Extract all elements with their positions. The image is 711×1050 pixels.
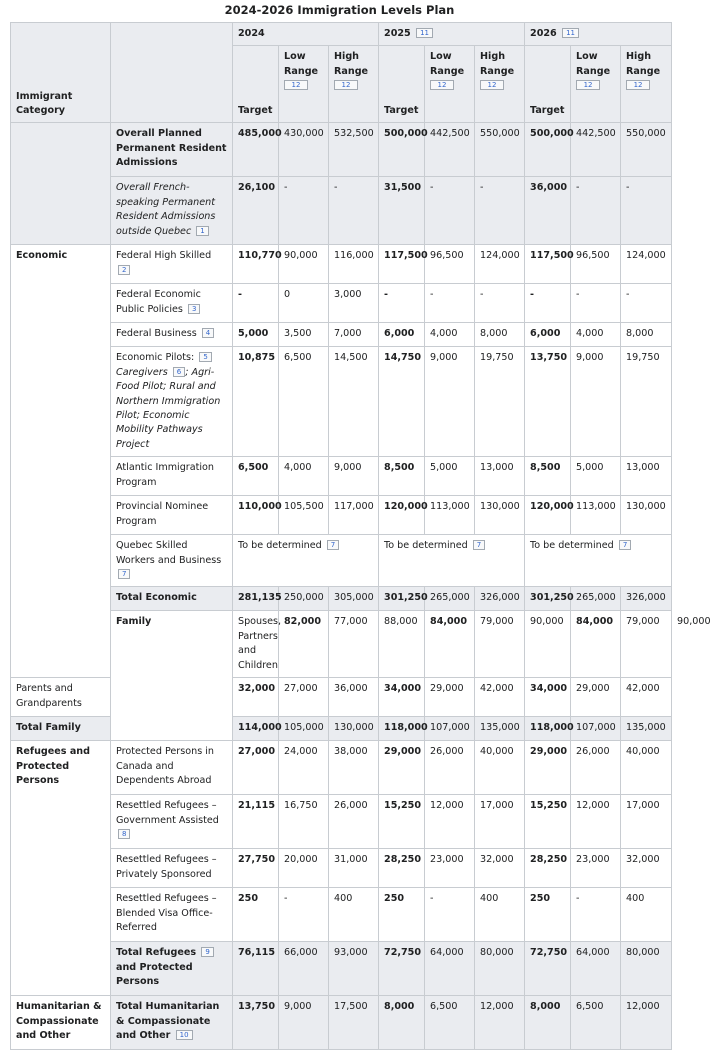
table-row — [11, 587, 672, 611]
immigration-levels-table — [10, 22, 711, 1050]
value-cell: 265,000 — [571, 587, 621, 611]
value-cell: 4,000 — [425, 323, 475, 347]
value-cell: 3,500 — [279, 323, 329, 347]
value-cell: 26,100 — [233, 177, 279, 245]
footnote-ref-link[interactable]: 1 — [196, 226, 208, 236]
value-cell: 79,000 — [475, 611, 525, 678]
value-cell: 8,000 — [475, 323, 525, 347]
value-cell: 19,750 — [475, 347, 525, 457]
value-cell: 301,250 — [379, 587, 425, 611]
value-cell: 250 — [525, 888, 571, 942]
value-cell: 107,000 — [425, 717, 475, 741]
table-row — [11, 177, 672, 245]
footnote-ref-link[interactable]: 10 — [176, 1030, 193, 1040]
category-label: Economic — [11, 245, 111, 678]
value-cell: 9,000 — [329, 457, 379, 496]
value-cell: 29,000 — [379, 741, 425, 795]
value-cell: - — [425, 177, 475, 245]
value-cell: - — [525, 284, 571, 323]
row-label: Protected Persons in Canada and Dependents Abroad — [111, 741, 233, 795]
value-cell: 12,000 — [621, 996, 672, 1050]
value-cell: 400 — [475, 888, 525, 942]
table-row — [11, 795, 672, 849]
header-high-range: High Range 12 — [329, 46, 379, 123]
row-label: Resettled Refugees – Blended Visa Office-Referred — [111, 888, 233, 942]
row-label: Overall Planned Permanent Resident Admissions — [111, 123, 233, 177]
value-cell: 36,000 — [525, 177, 571, 245]
value-cell: - — [621, 177, 672, 245]
footnote-ref-link[interactable]: 11 — [562, 28, 579, 38]
footnote-ref-link[interactable]: 7 — [473, 540, 485, 550]
value-cell: 9,000 — [425, 347, 475, 457]
value-cell: 17,000 — [621, 795, 672, 849]
row-label: Total Economic — [111, 587, 233, 611]
value-cell: 27,000 — [279, 678, 329, 717]
value-cell: 80,000 — [475, 942, 525, 996]
value-cell: To be determined 7 — [379, 535, 525, 587]
value-cell: 27,000 — [233, 741, 279, 795]
value-cell: 442,500 — [571, 123, 621, 177]
table-row — [11, 678, 672, 717]
table-row — [11, 284, 672, 323]
value-cell: 96,500 — [571, 245, 621, 284]
table-row — [11, 741, 672, 795]
row-label: Overall French-speaking Permanent Resident Admissions outside Quebec 1 — [111, 177, 233, 245]
row-label: Total Refugees 9 and Protected Persons — [111, 942, 233, 996]
value-cell: 130,000 — [621, 496, 672, 535]
value-cell: 265,000 — [425, 587, 475, 611]
value-cell: 24,000 — [279, 741, 329, 795]
value-cell: 77,000 — [329, 611, 379, 678]
table-row — [11, 347, 672, 457]
value-cell: 8,000 — [379, 996, 425, 1050]
footnote-ref-link[interactable]: 4 — [202, 328, 214, 338]
value-cell: 28,250 — [525, 849, 571, 888]
category-blank — [11, 123, 111, 245]
row-label: Total Humanitarian & Compassionate and Other 10 — [111, 996, 233, 1050]
value-cell: 23,000 — [571, 849, 621, 888]
value-cell: 118,000 — [525, 717, 571, 741]
row-label: Federal Economic Public Policies 3 — [111, 284, 233, 323]
value-cell: 12,000 — [475, 996, 525, 1050]
value-cell: 120,000 — [379, 496, 425, 535]
value-cell: 130,000 — [329, 717, 379, 741]
value-cell: 532,500 — [329, 123, 379, 177]
table-row — [11, 996, 672, 1050]
value-cell: 13,750 — [525, 347, 571, 457]
header-high-range: High Range 12 — [475, 46, 525, 123]
value-cell: - — [379, 284, 425, 323]
value-cell: 250 — [233, 888, 279, 942]
value-cell: 110,770 — [233, 245, 279, 284]
footnote-ref-link[interactable]: 12 — [430, 80, 454, 90]
value-cell: 118,000 — [379, 717, 425, 741]
value-cell: 28,250 — [379, 849, 425, 888]
value-cell: - — [425, 888, 475, 942]
table-row — [11, 496, 672, 535]
value-cell: 8,000 — [621, 323, 672, 347]
value-cell: 64,000 — [571, 942, 621, 996]
header-low-range: Low Range 12 — [279, 46, 329, 123]
table-row — [11, 535, 672, 587]
header-immigrant-category: Immigrant Category — [11, 23, 111, 123]
value-cell: 26,000 — [329, 795, 379, 849]
header-year-2024: 2024 — [233, 23, 379, 46]
header-target: Target — [525, 46, 571, 123]
table-row — [11, 323, 672, 347]
value-cell: 8,500 — [379, 457, 425, 496]
footnote-ref-link[interactable]: 12 — [334, 80, 358, 90]
row-label: Quebec Skilled Workers and Business 7 — [111, 535, 233, 587]
value-cell: 326,000 — [621, 587, 672, 611]
value-cell: To be determined 7 — [233, 535, 379, 587]
value-cell: 130,000 — [475, 496, 525, 535]
table-row — [11, 717, 672, 741]
value-cell: 113,000 — [571, 496, 621, 535]
value-cell: 20,000 — [279, 849, 329, 888]
value-cell: 5,000 — [571, 457, 621, 496]
footnote-ref-link[interactable]: 7 — [619, 540, 631, 550]
table-row — [11, 849, 672, 888]
header-high-range: High Range 12 — [621, 46, 672, 123]
value-cell: 72,750 — [379, 942, 425, 996]
row-label: Parents and Grandparents — [11, 678, 111, 717]
value-cell: 305,000 — [329, 587, 379, 611]
row-label: Federal High Skilled 2 — [111, 245, 233, 284]
value-cell: 90,000 — [525, 611, 571, 678]
value-cell: 64,000 — [425, 942, 475, 996]
value-cell: 17,500 — [329, 996, 379, 1050]
value-cell: 7,000 — [329, 323, 379, 347]
value-cell: 93,000 — [329, 942, 379, 996]
footnote-ref-link[interactable]: 12 — [576, 80, 600, 90]
value-cell: 8,500 — [525, 457, 571, 496]
value-cell: 96,500 — [425, 245, 475, 284]
value-cell: 120,000 — [525, 496, 571, 535]
value-cell: 42,000 — [475, 678, 525, 717]
value-cell: 42,000 — [621, 678, 672, 717]
value-cell: - — [621, 284, 672, 323]
value-cell: 90,000 — [279, 245, 329, 284]
value-cell: 15,250 — [379, 795, 425, 849]
value-cell: 13,000 — [621, 457, 672, 496]
table-row: Family Spouses, Partners and Children 82,000 77,000 88,000 84,000 79,000 90,000 84,000 79,000 90,000 — [11, 611, 672, 678]
value-cell: 21,115 — [233, 795, 279, 849]
footnote-ref-link[interactable]: 12 — [480, 80, 504, 90]
footnote-ref-link[interactable]: 12 — [284, 80, 308, 90]
value-cell: 40,000 — [475, 741, 525, 795]
footnote-ref-link[interactable]: 12 — [626, 80, 650, 90]
value-cell: 107,000 — [571, 717, 621, 741]
header-year-2026: 2026 11 — [525, 23, 672, 46]
value-cell: 6,500 — [233, 457, 279, 496]
value-cell: 6,500 — [571, 996, 621, 1050]
category-label: Humanitarian & Compassionate and Other — [11, 996, 111, 1050]
row-label: Total Family — [11, 717, 111, 741]
value-cell: 17,000 — [475, 795, 525, 849]
value-cell: - — [425, 284, 475, 323]
footnote-ref-link[interactable]: 3 — [188, 304, 200, 314]
table-row — [11, 457, 672, 496]
footnote-ref-link[interactable]: 2 — [118, 265, 130, 275]
value-cell: 34,000 — [525, 678, 571, 717]
value-cell: - — [233, 284, 279, 323]
value-cell: - — [571, 177, 621, 245]
value-cell: To be determined 7 — [525, 535, 672, 587]
header-target: Target — [233, 46, 279, 123]
value-cell: 6,500 — [279, 347, 329, 457]
value-cell: 4,000 — [279, 457, 329, 496]
value-cell: 82,000 — [279, 611, 329, 678]
value-cell: 32,000 — [233, 678, 279, 717]
table-caption: 2024-2026 Immigration Levels Plan — [224, 3, 455, 17]
value-cell: 9,000 — [279, 996, 329, 1050]
value-cell: 114,000 — [233, 717, 279, 741]
value-cell: 88,000 — [379, 611, 425, 678]
value-cell: 485,000 — [233, 123, 279, 177]
value-cell: 84,000 — [425, 611, 475, 678]
value-cell: 124,000 — [621, 245, 672, 284]
value-cell: 66,000 — [279, 942, 329, 996]
value-cell: 400 — [621, 888, 672, 942]
value-cell: 500,000 — [379, 123, 425, 177]
value-cell: - — [475, 284, 525, 323]
value-cell: 12,000 — [571, 795, 621, 849]
row-label: Economic Pilots: 5 Caregivers 6 ; Agri-Food Pilot; Rural and Northern Immigration Pilot; Economic Mobility Pathways Project — [111, 347, 233, 457]
value-cell: 250 — [379, 888, 425, 942]
value-cell: 79,000 — [621, 611, 672, 678]
row-label: Spouses, Partners and Children — [233, 611, 279, 678]
value-cell: 5,000 — [425, 457, 475, 496]
value-cell: 0 — [279, 284, 329, 323]
value-cell: 29,000 — [525, 741, 571, 795]
value-cell: 32,000 — [475, 849, 525, 888]
row-label: Atlantic Immigration Program — [111, 457, 233, 496]
value-cell: 13,000 — [475, 457, 525, 496]
value-cell: 40,000 — [621, 741, 672, 795]
value-cell: 34,000 — [379, 678, 425, 717]
table-row — [11, 123, 672, 177]
footnote-ref-link[interactable]: 7 — [118, 569, 130, 579]
value-cell: 36,000 — [329, 678, 379, 717]
table-row — [11, 888, 672, 942]
value-cell: 550,000 — [621, 123, 672, 177]
value-cell: 550,000 — [475, 123, 525, 177]
value-cell: - — [279, 888, 329, 942]
value-cell: 500,000 — [525, 123, 571, 177]
value-cell: 14,750 — [379, 347, 425, 457]
value-cell: 117,500 — [525, 245, 571, 284]
value-cell: 117,500 — [379, 245, 425, 284]
value-cell: 12,000 — [425, 795, 475, 849]
value-cell: 80,000 — [621, 942, 672, 996]
value-cell: 124,000 — [475, 245, 525, 284]
value-cell: 430,000 — [279, 123, 329, 177]
value-cell: 16,750 — [279, 795, 329, 849]
footnote-ref-link[interactable]: 8 — [118, 829, 130, 839]
category-label: Refugees and Protected Persons — [11, 741, 111, 996]
value-cell: 4,000 — [571, 323, 621, 347]
value-cell: 26,000 — [425, 741, 475, 795]
value-cell: - — [475, 177, 525, 245]
value-cell: 3,000 — [329, 284, 379, 323]
value-cell: 110,000 — [233, 496, 279, 535]
value-cell: 6,500 — [425, 996, 475, 1050]
footnote-ref-link[interactable]: 9 — [201, 947, 213, 957]
value-cell: 19,750 — [621, 347, 672, 457]
category-label: Family — [111, 611, 233, 741]
value-cell: 29,000 — [571, 678, 621, 717]
value-cell: 31,000 — [329, 849, 379, 888]
row-label: Resettled Refugees – Privately Sponsored — [111, 849, 233, 888]
row-label: Resettled Refugees – Government Assisted 8 — [111, 795, 233, 849]
footnote-ref-link[interactable]: 6 — [173, 367, 185, 377]
value-cell: 26,000 — [571, 741, 621, 795]
value-cell: 14,500 — [329, 347, 379, 457]
value-cell: 8,000 — [525, 996, 571, 1050]
value-cell: 116,000 — [329, 245, 379, 284]
value-cell: 31,500 — [379, 177, 425, 245]
footnote-ref-link[interactable]: 11 — [416, 28, 433, 38]
value-cell: 84,000 — [571, 611, 621, 678]
value-cell: 72,750 — [525, 942, 571, 996]
value-cell: 76,115 — [233, 942, 279, 996]
value-cell: 117,000 — [329, 496, 379, 535]
value-cell: 326,000 — [475, 587, 525, 611]
value-cell: - — [329, 177, 379, 245]
value-cell: 400 — [329, 888, 379, 942]
value-cell: 281,135 — [233, 587, 279, 611]
table-row — [11, 245, 672, 284]
value-cell: 5,000 — [233, 323, 279, 347]
value-cell: 38,000 — [329, 741, 379, 795]
value-cell: 9,000 — [571, 347, 621, 457]
table-row — [11, 942, 672, 996]
footnote-ref-link[interactable]: 7 — [327, 540, 339, 550]
value-cell: 15,250 — [525, 795, 571, 849]
row-label: Provincial Nominee Program — [111, 496, 233, 535]
value-cell: 105,500 — [279, 496, 329, 535]
value-cell: 10,875 — [233, 347, 279, 457]
header-year-2025: 2025 11 — [379, 23, 525, 46]
value-cell: - — [571, 284, 621, 323]
value-cell: 105,000 — [279, 717, 329, 741]
value-cell: 442,500 — [425, 123, 475, 177]
value-cell: 135,000 — [621, 717, 672, 741]
value-cell: 6,000 — [525, 323, 571, 347]
header-blank — [111, 23, 233, 123]
header-low-range: Low Range 12 — [571, 46, 621, 123]
value-cell: 113,000 — [425, 496, 475, 535]
value-cell: 135,000 — [475, 717, 525, 741]
value-cell: - — [279, 177, 329, 245]
value-cell: 301,250 — [525, 587, 571, 611]
value-cell: 29,000 — [425, 678, 475, 717]
value-cell: - — [571, 888, 621, 942]
value-cell: 32,000 — [621, 849, 672, 888]
row-label: Federal Business 4 — [111, 323, 233, 347]
value-cell: 6,000 — [379, 323, 425, 347]
value-cell: 250,000 — [279, 587, 329, 611]
value-cell: 23,000 — [425, 849, 475, 888]
value-cell: 27,750 — [233, 849, 279, 888]
value-cell: 13,750 — [233, 996, 279, 1050]
footnote-ref-link[interactable]: 5 — [199, 352, 211, 362]
header-low-range: Low Range 12 — [425, 46, 475, 123]
header-target: Target — [379, 46, 425, 123]
